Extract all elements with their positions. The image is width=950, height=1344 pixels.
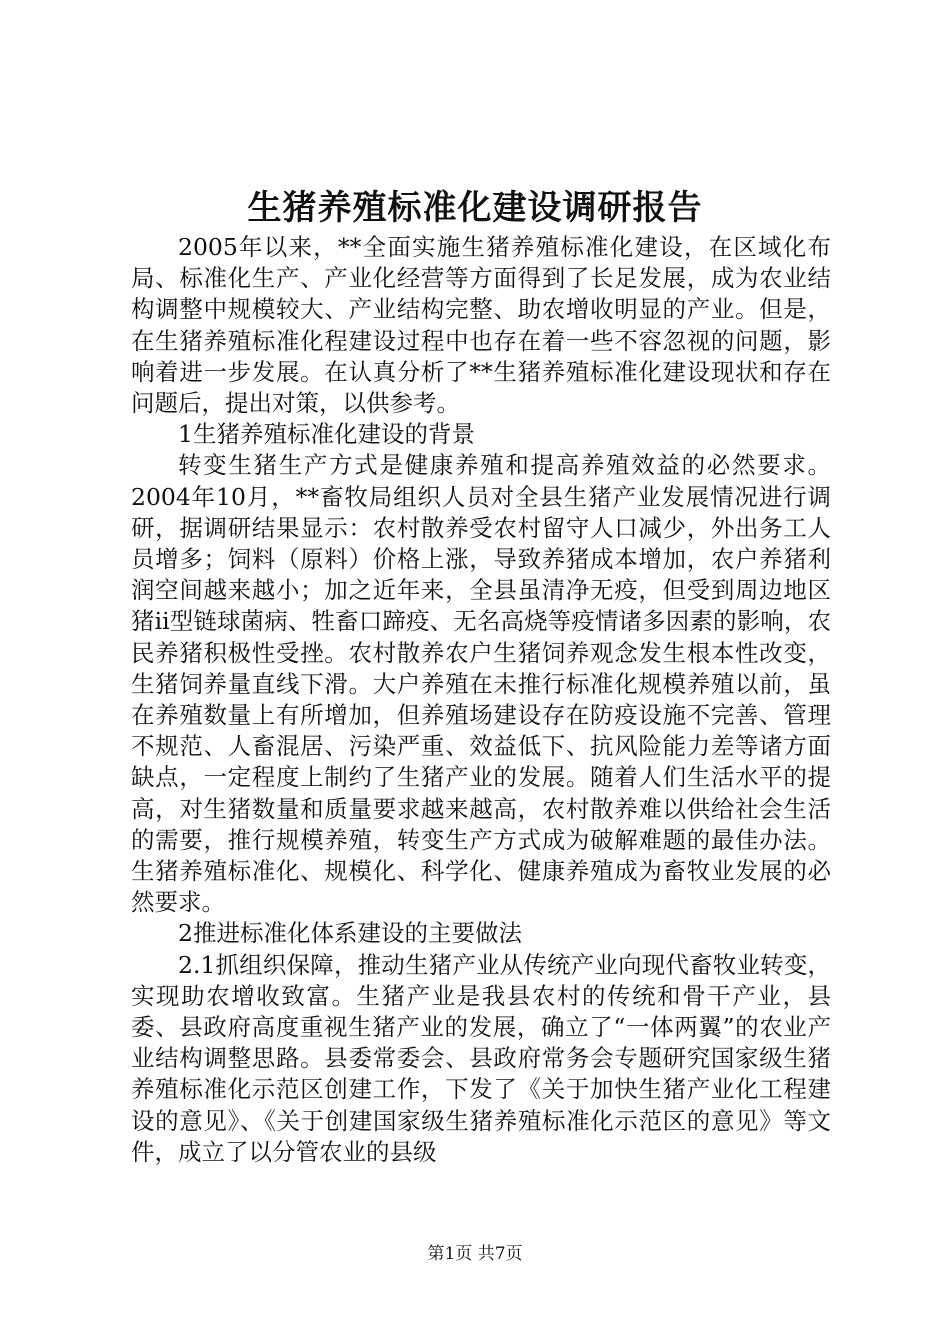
page-footer: 第1页 共7页: [427, 1244, 523, 1264]
section-heading-1: 1生猪养殖标准化建设的背景: [178, 420, 475, 449]
document-body: [131, 232, 831, 1168]
document-title: 生猪养殖标准化建设调研报告: [247, 188, 703, 228]
intro-paragraph: 2005年以来，**全面实施生猪养殖标准化建设，在区域化布局、标准化生产、产业化经营等方面得到了长足发展，成为农业结构调整中规模较大、产业结构完整、助农增收明显的产业。但是，在生猪养殖标准化程建设过程中也存在着一些不容忽视的问题，影响着进一步发展。在认真分析了**生猪养殖标准化建设现状和存在问题后，提出对策，以供参考。: [131, 233, 831, 418]
section-heading-2: 2推进标准化体系建设的主要做法: [178, 919, 522, 948]
practice-paragraph: 2.1抓组织保障，推动生猪产业从传统产业向现代畜牧业转变，实现助农增收致富。生猪产业是我县农村的传统和骨干产业，县委、县政府高度重视生猪产业的发展，确立了“一体两翼”的农业产业结构调整思路。县委常委会、县政府常务会专题研究国家级生猪养殖标准化示范区创建工作，下发了《关于加快生猪产业化工程建设的意见》、《关于创建国家级生猪养殖标准化示范区的意见》等文件，成立了以分管农业的县级: [131, 950, 831, 1166]
background-paragraph: 转变生猪生产方式是健康养殖和提高养殖效益的必然要求。2004年10月，**畜牧局组织人员对全县生猪产业发展情况进行调研，据调研结果显示：农村散养受农村留守人口减少，外出务工人员增多；饲料（原料）价格上涨，导致养猪成本增加，农户养猪利润空间越来越小；加之近年来，全县虽清净无疫，但受到周边地区猪ii型链球菌病、牲畜口蹄疫、无名高烧等疫情诸多因素的影响，农民养猪积极性受挫。农村散养农户生猪饲养观念发生根本性改变，生猪饲养量直线下滑。大户养殖在未推行标准化规模养殖以前，虽在养殖数量上有所增加，但养殖场建设存在防疫设施不完善、管理不规范、人畜混居、污染严重、效益低下、抗风险能力差等诸方面缺点，一定程度上制约了生猪产业的发展。随着人们生活水平的提高，对生猪数量和质量要求越来越高，农村散养难以供给社会生活的需要，推行规模养殖，转变生产方式成为破解难题的最佳办法。生猪养殖标准化、规模化、科学化、健康养殖成为畜牧业发展的必然要求。: [131, 451, 831, 917]
